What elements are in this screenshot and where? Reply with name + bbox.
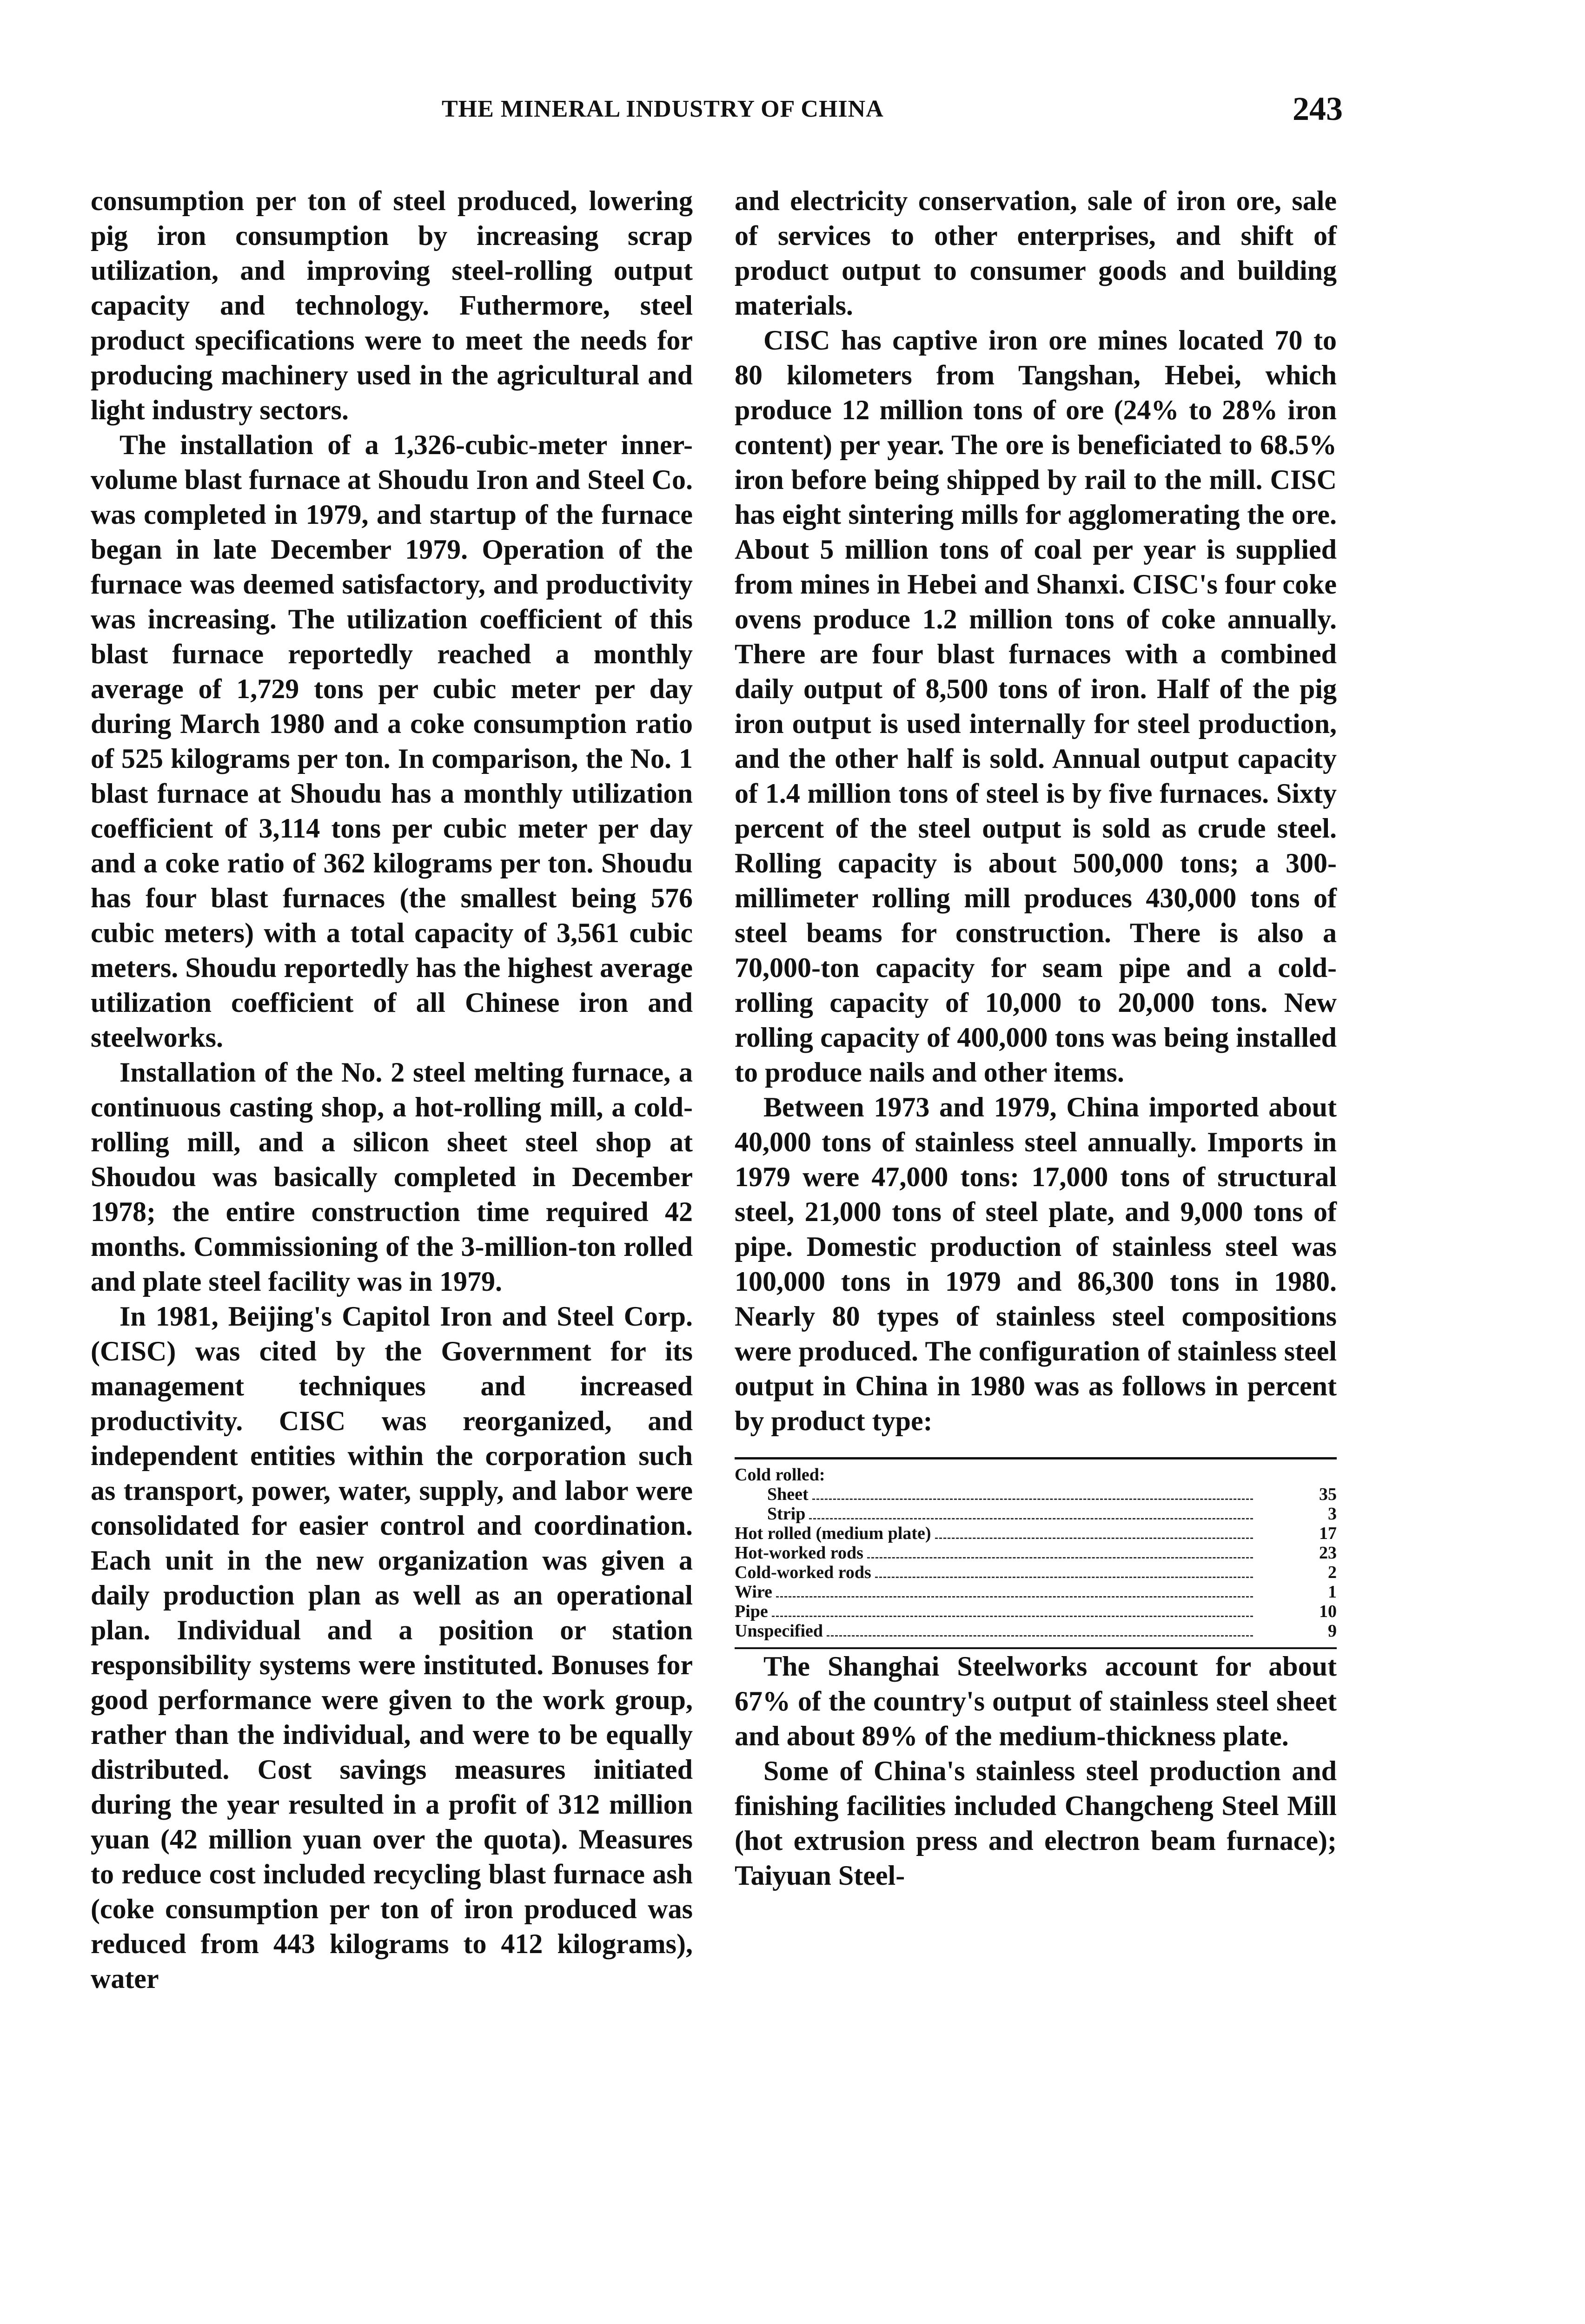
paragraph: Between 1973 and 1979, China imported about 40,000 tons of stainless steel annually. Imports in 1979 were 47,000 tons: 17,000 tons of structural steel, 21,000 tons of steel plate, and 9,000 tons of pipe. Domestic production of stainless steel was 100,000 tons in 1979 and 86,300 tons in 1980. Nearly 80 types of stainless steel compositions were produced. The configuration of stainless steel output in China in 1980 was as follows in percent by product type: <box>735 1092 1337 1436</box>
dot-leader <box>935 1538 1253 1539</box>
table-row <box>735 1563 1337 1582</box>
table-rows <box>735 1485 1337 1641</box>
right-column <box>735 184 1337 1893</box>
table-row <box>735 1485 1337 1504</box>
table-row-value: 3 <box>1328 1504 1337 1524</box>
paragraph: consumption per ton of steel produced, lowering pig iron consumption by increasing scrap utilization, and improving steel-rolling output capacity and technology. Futhermore, steel product specifications were to meet the needs for producing machinery used in the agricultural and light industry sectors. <box>91 185 693 425</box>
table-row <box>735 1602 1337 1621</box>
dot-leader <box>776 1596 1253 1598</box>
paragraph: The installation of a 1,326-cubic-meter inner-volume blast furnace at Shoudu Iron and Steel Co. was completed in 1979, and startup of the furnace began in late December 1979. Operation of the furnace was deemed satisfactory, and productivity was increasing. The utilization coefficient of this blast furnace reportedly reached a monthly average of 1,729 tons per cubic meter per day during March 1980 and a coke consumption ratio of 525 kilograms per ton. In comparison, the No. 1 blast furnace at Shoudu has a monthly utilization coefficient of 3,114 tons per cubic meter per day and a coke ratio of 362 kilograms per ton. Shoudu has four blast furnaces (the smallest being 576 cubic meters) with a total capacity of 3,561 cubic meters. Shoudu reportedly has the highest average utilization coefficient of all Chinese iron and steelworks. <box>91 429 693 1053</box>
page-number: 243 <box>1293 90 1343 127</box>
dot-leader <box>812 1499 1253 1500</box>
table-row-value: 9 <box>1328 1621 1337 1641</box>
table-row <box>735 1621 1337 1641</box>
paragraph: The Shanghai Steelworks account for about 67% of the country's output of stainless steel sheet and about 89% of the medium-thickness plate. <box>735 1651 1337 1751</box>
table-heading: Cold rolled: <box>735 1465 825 1485</box>
table-row <box>735 1504 1337 1524</box>
paragraph: In 1981, Beijing's Capitol Iron and Steel Corp. (CISC) was cited by the Government for its management techniques and increased productivity. CISC was reorganized, and independent entities within the corporation such as transport, power, water, supply, and labor were consolidated for easier control and coordination. Each unit in the new organization was given a daily production plan as well as an operational plan. Individual and a position or station responsibility systems were instituted. Bonuses for good performance were given to the work group, rather than the individual, and were to be equally distributed. Cost savings measures initiated during the year resulted in a profit of 312 million yuan (42 million yuan over the quota). Measures to reduce cost included recycling blast furnace ash (coke consumption per ton of iron produced was reduced from 443 kilograms to 412 kilograms), water <box>91 1301 693 1994</box>
paragraph: and electricity conservation, sale of iron ore, sale of services to other enterprises, and shift of product output to consumer goods and building materials. <box>735 185 1337 321</box>
dot-leader <box>809 1518 1253 1519</box>
table-row-label: Strip <box>767 1504 806 1524</box>
table-row-label: Cold-worked rods <box>735 1563 871 1582</box>
paragraph: Some of China's stainless steel production and finishing facilities included Changcheng Steel Mill (hot extrusion press and electron beam furnace); Taiyuan Steel- <box>735 1756 1337 1891</box>
table-row <box>735 1543 1337 1563</box>
table-row-value: 10 <box>1319 1602 1337 1621</box>
page-header <box>0 90 1585 142</box>
table-row <box>735 1524 1337 1543</box>
table-row-label: Sheet <box>767 1485 809 1504</box>
table-row-value: 35 <box>1319 1485 1337 1504</box>
table-row-value: 1 <box>1328 1582 1337 1602</box>
table-row <box>735 1582 1337 1602</box>
table-row-label: Hot-worked rods <box>735 1543 863 1563</box>
dot-leader <box>827 1635 1253 1637</box>
stainless-output-table <box>735 1457 1337 1649</box>
table-row-label: Hot rolled (medium plate) <box>735 1524 931 1543</box>
running-title: THE MINERAL INDUSTRY OF CHINA <box>442 96 884 122</box>
table-row-value: 2 <box>1328 1563 1337 1582</box>
paragraph: CISC has captive iron ore mines located 70 to 80 kilometers from Tangshan, Hebei, which produce 12 million tons of ore (24% to 28% iron content) per year. The ore is beneficiated to 68.5% iron before being shipped by rail to the mill. CISC has eight sintering mills for agglomerating the ore. About 5 million tons of coal per year is supplied from mines in Hebei and Shanxi. CISC's four coke ovens produce 1.2 million tons of coke annually. There are four blast furnaces with a combined daily output of 8,500 tons of iron. Half of the pig iron output is used internally for steel production, and the other half is sold. Annual output capacity of 1.4 million tons of steel is by five furnaces. Sixty percent of the steel output is sold as crude steel. Rolling capacity is about 500,000 tons; a 300-millimeter rolling mill produces 430,000 tons of steel beams for construction. There is also a 70,000-ton capacity for seam pipe and a cold-rolling capacity of 10,000 to 20,000 tons. New rolling capacity of 400,000 tons was being installed to produce nails and other items. <box>735 325 1337 1088</box>
dot-leader <box>875 1577 1253 1578</box>
paragraph: Installation of the No. 2 steel melting furnace, a continuous casting shop, a hot-rolling mill, a cold-rolling mill, and a silicon sheet steel shop at Shoudou was basically completed in December 1978; the entire construction time required 42 months. Commissioning of the 3-million-ton rolled and plate steel facility was in 1979. <box>91 1057 693 1297</box>
table-row-value: 17 <box>1319 1524 1337 1543</box>
table-row-label: Unspecified <box>735 1621 823 1641</box>
table-row-value: 23 <box>1319 1543 1337 1563</box>
left-column <box>91 184 693 1996</box>
dot-leader <box>867 1557 1253 1558</box>
table-row-label: Pipe <box>735 1602 768 1621</box>
table-row-label: Wire <box>735 1582 772 1602</box>
dot-leader <box>772 1616 1253 1617</box>
